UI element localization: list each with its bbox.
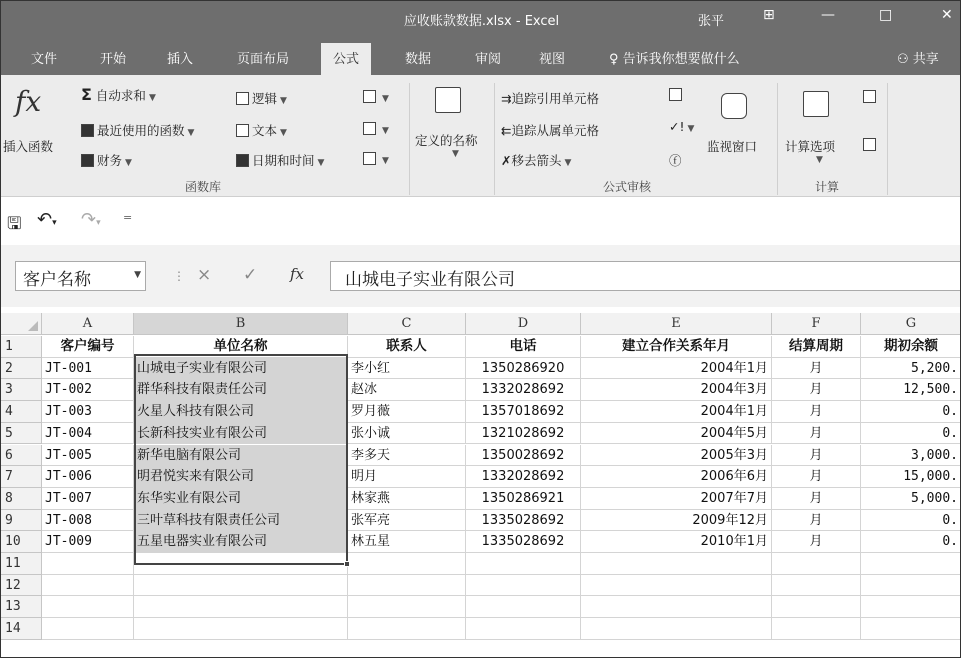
fx-icon: fx	[15, 85, 42, 118]
trace-dependents-label: 追踪从属单元格	[511, 123, 599, 138]
logical-label: 逻辑	[252, 91, 278, 106]
header-cell[interactable]: 客户编号	[42, 336, 134, 358]
row-header[interactable]: 11	[1, 553, 42, 575]
remove-arrows-icon: ✗	[501, 153, 512, 168]
header-cell[interactable]: 单位名称	[134, 336, 348, 358]
table-cell[interactable]: 1350286921	[466, 488, 581, 510]
watch-window-button[interactable]	[701, 81, 773, 161]
table-cell[interactable]: 2004年1月	[581, 358, 772, 380]
table-cell[interactable]	[134, 553, 348, 575]
table-cell[interactable]: 2004年3月	[581, 379, 772, 401]
star-icon	[81, 124, 94, 137]
chevron-down-icon: ▼	[816, 155, 823, 165]
table-cell[interactable]: 长新科技实业有限公司	[134, 423, 348, 445]
table-cell[interactable]	[861, 553, 961, 575]
table-cell[interactable]: 2009年12月	[581, 510, 772, 532]
question-icon	[236, 92, 249, 105]
text-label: 文本	[252, 123, 278, 138]
table-cell[interactable]	[134, 618, 348, 640]
row-header[interactable]: 12	[1, 575, 42, 597]
tell-me-search[interactable]	[609, 48, 740, 67]
tab-formulas[interactable]: 公式	[321, 43, 371, 75]
glasses-icon	[721, 93, 747, 119]
col-header-f[interactable]: F	[772, 313, 861, 335]
table-cell[interactable]	[42, 553, 134, 575]
select-all-triangle-icon	[28, 321, 38, 331]
table-cell[interactable]: 张小诚	[348, 423, 466, 445]
name-manager-icon	[435, 87, 461, 113]
table-cell[interactable]: JT-001	[42, 358, 134, 380]
table-cell[interactable]: 东华实业有限公司	[134, 488, 348, 510]
row-header[interactable]: 2	[1, 358, 42, 380]
table-cell[interactable]: 0.	[861, 401, 961, 423]
table-cell[interactable]: 2006年6月	[581, 466, 772, 488]
table-cell[interactable]: 明君悦实来有限公司	[134, 466, 348, 488]
chevron-down-icon[interactable]: ▼	[134, 270, 141, 280]
row-header[interactable]: 4	[1, 401, 42, 423]
table-cell[interactable]: JT-008	[42, 510, 134, 532]
table-cell[interactable]: JT-002	[42, 379, 134, 401]
header-cell[interactable]: 联系人	[348, 336, 466, 358]
ribbon-display-icon[interactable]: ⊞	[763, 7, 775, 23]
row-header[interactable]: 7	[1, 466, 42, 488]
table-cell[interactable]: 0.	[861, 423, 961, 445]
table-cell[interactable]: 1332028692	[466, 466, 581, 488]
financial-button[interactable]	[81, 151, 132, 169]
table-cell[interactable]: 赵冰	[348, 379, 466, 401]
group-label-audit: 公式审核	[603, 180, 652, 194]
table-cell[interactable]: 张军亮	[348, 510, 466, 532]
calculate-now-button[interactable]	[863, 89, 879, 104]
evaluate-formula-button[interactable]	[669, 151, 682, 169]
table-cell[interactable]	[134, 596, 348, 618]
table-cell[interactable]	[772, 575, 861, 597]
calc-options-label: 计算选项	[785, 139, 836, 154]
recent-functions-label: 最近使用的函数	[97, 123, 185, 138]
table-cell[interactable]	[466, 553, 581, 575]
define-name-button[interactable]	[413, 81, 493, 161]
tab-home[interactable]: 开始	[100, 52, 127, 67]
ribbon-separator	[887, 83, 888, 195]
chevron-down-icon: ▼	[382, 94, 389, 104]
table-cell[interactable]: 月	[772, 445, 861, 467]
table-cell[interactable]: 15,000.	[861, 466, 961, 488]
table-cell[interactable]: JT-007	[42, 488, 134, 510]
table-cell[interactable]: 2010年1月	[581, 531, 772, 553]
table-cell[interactable]: 李多天	[348, 445, 466, 467]
table-cell[interactable]: 月	[772, 531, 861, 553]
row-header[interactable]: 14	[1, 618, 42, 640]
datetime-button[interactable]	[236, 151, 324, 169]
table-cell[interactable]: 0.	[861, 510, 961, 532]
remove-arrows-label: 移去箭头	[511, 153, 562, 168]
tell-me-label: 告诉我你想要做什么	[622, 52, 740, 67]
remove-arrows-button[interactable]	[501, 151, 571, 169]
table-cell[interactable]: 0.	[861, 531, 961, 553]
table-cell[interactable]: 2005年3月	[581, 445, 772, 467]
undo-icon[interactable]: ↶▾	[37, 209, 57, 230]
datetime-label: 日期和时间	[252, 153, 315, 168]
table-cell[interactable]: 1335028692	[466, 531, 581, 553]
financial-label: 财务	[97, 153, 123, 168]
group-label-library: 函数库	[185, 180, 222, 194]
table-cell[interactable]	[42, 618, 134, 640]
header-cell[interactable]: 期初余额	[861, 336, 961, 358]
chevron-down-icon: ▼	[280, 96, 287, 106]
calc-options-button[interactable]	[781, 81, 855, 167]
chevron-down-icon: ▼	[148, 93, 156, 103]
clock-icon	[236, 154, 249, 167]
table-cell[interactable]: 群华科技有限责任公司	[134, 379, 348, 401]
header-cell[interactable]: 建立合作关系年月	[581, 336, 772, 358]
financial-icon	[81, 154, 94, 167]
show-formulas-icon	[669, 88, 682, 101]
redo-icon[interactable]: ↷▾	[81, 209, 101, 230]
tab-page-layout[interactable]: 页面布局	[237, 52, 290, 67]
evaluate-icon: ⓕ	[669, 153, 682, 168]
table-cell[interactable]	[42, 596, 134, 618]
table-cell[interactable]: 林家燕	[348, 488, 466, 510]
calculate-now-icon	[863, 90, 876, 103]
col-header-e[interactable]: E	[581, 313, 772, 335]
math-icon	[363, 122, 376, 135]
tab-data[interactable]: 数据	[405, 52, 432, 67]
table-cell[interactable]: 5,000.	[861, 488, 961, 510]
tab-insert[interactable]: 插入	[167, 52, 194, 67]
table-cell[interactable]: JT-004	[42, 423, 134, 445]
share-button[interactable]	[897, 48, 939, 67]
ribbon-formulas	[1, 75, 961, 197]
table-cell[interactable]: 月	[772, 358, 861, 380]
trace-precedents-button[interactable]	[501, 89, 599, 107]
table-cell[interactable]: 3,000.	[861, 445, 961, 467]
row-header[interactable]: 6	[1, 445, 42, 467]
table-cell[interactable]: 月	[772, 401, 861, 423]
table-cell[interactable]	[348, 618, 466, 640]
row-header[interactable]: 13	[1, 596, 42, 618]
chevron-down-icon: ▼	[317, 158, 325, 168]
select-all-corner[interactable]	[1, 313, 42, 335]
table-cell[interactable]: 李小红	[348, 358, 466, 380]
insert-function-label: 插入函数	[3, 139, 54, 154]
col-header-b[interactable]: B	[134, 313, 348, 335]
watch-window-label: 监视窗口	[707, 139, 758, 154]
calculator-icon	[803, 91, 829, 117]
table-cell[interactable]	[581, 618, 772, 640]
table-cell[interactable]	[348, 553, 466, 575]
table-cell[interactable]: 1350028692	[466, 445, 581, 467]
table-cell[interactable]	[466, 596, 581, 618]
user-name[interactable]: 张平	[698, 14, 725, 29]
chevron-down-icon: ▼	[687, 124, 695, 134]
table-cell[interactable]: 月	[772, 488, 861, 510]
formula-bar-grip-icon: ⋮	[173, 269, 185, 283]
table-cell[interactable]: 三叶草科技有限责任公司	[134, 510, 348, 532]
header-cell[interactable]: 结算周期	[772, 336, 861, 358]
minimize-button[interactable]: —	[821, 7, 835, 23]
table-cell[interactable]: 火星人科技有限公司	[134, 401, 348, 423]
title-bar	[1, 1, 961, 35]
fill-handle[interactable]	[344, 561, 350, 567]
table-cell[interactable]	[772, 618, 861, 640]
calculate-sheet-icon	[863, 138, 876, 151]
text-button[interactable]	[236, 121, 287, 139]
insert-function-button[interactable]	[5, 81, 53, 161]
header-cell[interactable]: 电话	[466, 336, 581, 358]
save-icon[interactable]: 🖫	[7, 214, 22, 234]
table-cell[interactable]	[861, 618, 961, 640]
trace-precedents-label: 追踪引用单元格	[511, 91, 599, 106]
cancel-icon[interactable]: ×	[197, 265, 212, 285]
row-header[interactable]: 1	[1, 336, 42, 358]
table-cell[interactable]: 月	[772, 466, 861, 488]
person-icon: ⚇	[897, 52, 913, 67]
formula-input[interactable]: 山城电子实业有限公司	[330, 261, 961, 291]
table-cell[interactable]	[772, 553, 861, 575]
math-button[interactable]	[363, 121, 389, 136]
ribbon-separator	[494, 83, 495, 195]
row-header[interactable]: 5	[1, 423, 42, 445]
show-formulas-button[interactable]	[669, 87, 685, 102]
table-cell[interactable]	[861, 596, 961, 618]
table-cell[interactable]: 1357018692	[466, 401, 581, 423]
table-cell[interactable]: 月	[772, 423, 861, 445]
table-cell[interactable]	[581, 575, 772, 597]
row-header[interactable]: 10	[1, 531, 42, 553]
col-header-a[interactable]: A	[42, 313, 134, 335]
more-functions-button[interactable]	[363, 151, 389, 166]
close-button[interactable]: ✕	[941, 7, 953, 23]
chevron-down-icon: ▼	[280, 128, 287, 138]
table-cell[interactable]	[42, 575, 134, 597]
trace-dependents-button[interactable]	[501, 121, 599, 139]
autosum-button[interactable]	[81, 85, 156, 104]
chevron-down-icon: ▼	[382, 156, 389, 166]
chevron-down-icon: ▼	[125, 158, 132, 168]
col-header-g[interactable]: G	[861, 313, 961, 335]
customize-qat-icon[interactable]: =	[123, 211, 133, 224]
table-cell[interactable]: JT-003	[42, 401, 134, 423]
define-name-label: 定义的名称	[415, 133, 478, 148]
table-cell[interactable]: 月	[772, 510, 861, 532]
table-cell[interactable]: JT-006	[42, 466, 134, 488]
table-cell[interactable]: 1321028692	[466, 423, 581, 445]
autosum-label: 自动求和	[95, 88, 146, 103]
window-title: 应收账款数据.xlsx - Excel	[403, 14, 560, 29]
table-cell[interactable]: 1350286920	[466, 358, 581, 380]
table-cell[interactable]: 新华电脑有限公司	[134, 445, 348, 467]
worksheet-grid[interactable]	[1, 307, 961, 658]
tab-view[interactable]: 视图	[539, 52, 566, 67]
table-cell[interactable]	[581, 553, 772, 575]
formula-bar	[1, 245, 961, 307]
chevron-down-icon: ▼	[452, 149, 459, 159]
table-cell[interactable]: 林五星	[348, 531, 466, 553]
lightbulb-icon: ♀	[609, 52, 623, 67]
table-cell[interactable]: 明月	[348, 466, 466, 488]
ribbon-tabs	[1, 35, 961, 75]
maximize-button[interactable]: □	[879, 7, 893, 23]
table-cell[interactable]: 2004年1月	[581, 401, 772, 423]
trace-precedents-icon: ⇉	[501, 91, 512, 106]
chevron-down-icon: ▼	[382, 126, 389, 136]
table-cell[interactable]	[581, 596, 772, 618]
row-header[interactable]: 3	[1, 379, 42, 401]
calculate-sheet-button[interactable]	[863, 137, 879, 152]
error-checking-button[interactable]	[669, 119, 694, 134]
table-cell[interactable]: 罗月薇	[348, 401, 466, 423]
col-header-c[interactable]: C	[348, 313, 466, 335]
sigma-icon: Σ	[81, 85, 92, 104]
table-cell[interactable]: 2007年7月	[581, 488, 772, 510]
group-label-calc: 计算	[815, 180, 840, 194]
table-cell[interactable]	[466, 618, 581, 640]
recent-functions-button[interactable]	[81, 121, 194, 139]
table-cell[interactable]	[134, 575, 348, 597]
trace-dependents-icon: ⇇	[501, 123, 512, 138]
quick-access-toolbar	[1, 197, 961, 245]
ribbon-separator	[409, 83, 410, 195]
table-cell[interactable]	[466, 575, 581, 597]
text-icon	[236, 124, 249, 137]
row-header[interactable]: 9	[1, 510, 42, 532]
table-cell[interactable]: 月	[772, 379, 861, 401]
table-cell[interactable]: 5,200.	[861, 358, 961, 380]
tab-review[interactable]: 审阅	[475, 52, 502, 67]
row-header[interactable]: 8	[1, 488, 42, 510]
name-box-value: 客户名称	[23, 270, 91, 290]
table-cell[interactable]: 五星电器实业有限公司	[134, 531, 348, 553]
table-cell[interactable]: 12,500.	[861, 379, 961, 401]
lookup-icon	[363, 90, 376, 103]
lookup-button[interactable]	[363, 89, 389, 104]
logical-button[interactable]	[236, 89, 287, 107]
table-cell[interactable]: 1335028692	[466, 510, 581, 532]
chevron-down-icon: ▼	[187, 128, 195, 138]
table-cell[interactable]	[348, 596, 466, 618]
chevron-down-icon: ▼	[564, 158, 572, 168]
ribbon-separator	[777, 83, 778, 195]
more-functions-icon	[363, 152, 376, 165]
table-cell[interactable]: 2004年5月	[581, 423, 772, 445]
table-cell[interactable]	[772, 596, 861, 618]
enter-icon[interactable]: ✓	[243, 265, 258, 285]
name-box[interactable]	[15, 261, 146, 291]
insert-function-icon[interactable]: fx	[290, 265, 305, 283]
table-cell[interactable]: JT-005	[42, 445, 134, 467]
table-cell[interactable]: 山城电子实业有限公司	[134, 358, 348, 380]
table-cell[interactable]	[348, 575, 466, 597]
tab-file[interactable]: 文件	[31, 52, 58, 67]
col-header-d[interactable]: D	[466, 313, 581, 335]
table-cell[interactable]: 1332028692	[466, 379, 581, 401]
table-cell[interactable]	[861, 575, 961, 597]
error-check-icon: ✓!	[669, 119, 685, 134]
share-label: 共享	[912, 52, 939, 67]
table-cell[interactable]: JT-009	[42, 531, 134, 553]
